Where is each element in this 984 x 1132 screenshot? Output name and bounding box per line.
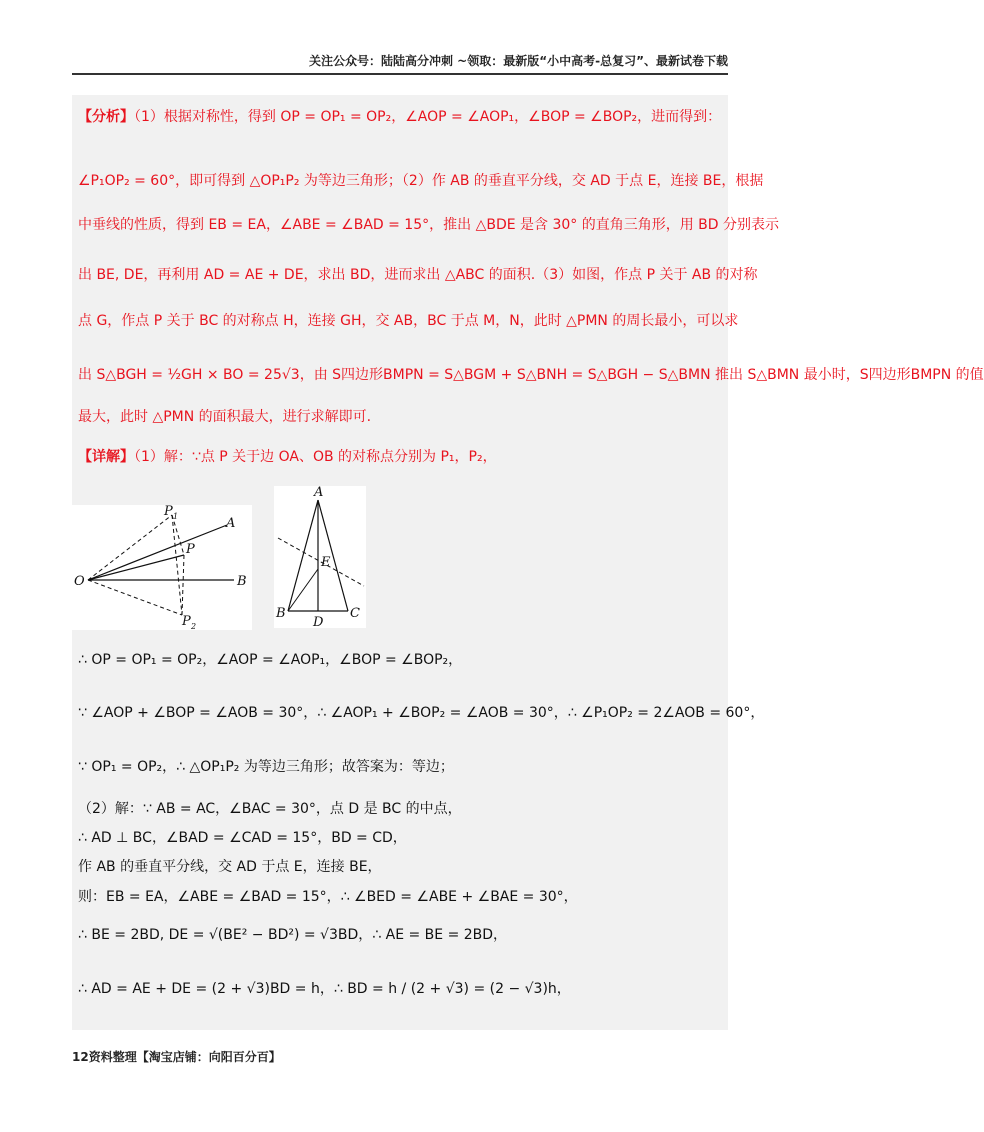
label-P1: P [164,504,173,519]
label-C: C [350,606,360,621]
content-area [72,95,984,1030]
analysis-line-3: 中垂线的性质，得到 EB = EA，∠ABE = ∠BAD = 15°，推出 △BDE 是含 30° 的直角三角形，用 BD 分别表示 [78,217,780,233]
detail-line-5: ∴ AD ⊥ BC，∠BAD = ∠CAD = 15°，BD = CD， [78,830,407,846]
detail-line-6: 作 AB 的垂直平分线，交 AD 于点 E，连接 BE， [78,859,382,875]
figure-1-background [72,505,252,630]
detail-intro-text: （1）解：∵点 P 关于边 OA、OB 的对称点分别为 P₁，P₂， [134,449,497,465]
footer-text: 资料整理【淘宝店铺：向阳百分百】 [88,1050,281,1064]
figure-1-angle-diagram [72,505,252,630]
page-number: 12 [72,1050,89,1064]
label-E: E [321,555,331,570]
detail-line-8: ∴ BE = 2BD, DE = √(BE² − BD²) = √3BD，∴ AE = BE = 2BD， [78,927,508,943]
detail-line-4: （2）解：∵ AB = AC，∠BAC = 30°，点 D 是 BC 的中点， [78,801,462,817]
label-O: O [74,574,85,589]
label-P2: P [182,614,191,629]
label-P: P [186,542,195,557]
detail-line-3: ∵ OP₁ = OP₂，∴ △OP₁P₂ 为等边三角形；故答案为：等边； [78,759,454,775]
detail-line-2: ∵ ∠AOP + ∠BOP = ∠AOB = 30°，∴ ∠AOP₁ + ∠BOP₂ = ∠AOB = 30°，∴ ∠P₁OP₂ = 2∠AOB = 60°， [78,705,765,721]
detail-line-7: 则：EB = EA，∠ABE = ∠BAD = 15°，∴ ∠BED = ∠ABE + ∠BAE = 30°， [78,889,578,905]
detail-line-9: ∴ AD = AE + DE = (2 + √3)BD = h，∴ BD = h / (2 + √3) = (2 − √3)h， [78,981,571,997]
detail-line-1: ∴ OP = OP₁ = OP₂，∠AOP = ∠AOP₁，∠BOP = ∠BOP₂， [78,652,463,668]
label-B: B [237,574,247,589]
detail-tag: 【详解】 [78,449,134,465]
label-D: D [313,615,324,630]
label-B: B [276,606,286,621]
page-footer [72,1048,281,1065]
detail-intro [78,447,722,467]
analysis-line-5: 点 G，作点 P 关于 BC 的对称点 H，连接 GH，交 AB，BC 于点 M，N，此时 △PMN 的周长最小，可以求 [78,313,739,329]
analysis-line-4: 出 BE, DE，再利用 AD = AE + DE，求出 BD，进而求出 △ABC 的面积.（3）如图，作点 P 关于 AB 的对称 [78,267,758,283]
label-P2-sub: 2 [191,622,197,631]
analysis-line-7: 最大，此时 △PMN 的面积最大，进行求解即可. [78,409,372,425]
header-text: 关注公众号：陆陆高分冲刺 ~领取：最新版“小中高考-总复习”、最新试卷下载 [309,54,728,68]
label-P1-sub: 1 [173,512,179,521]
figure-2-triangle-diagram [274,486,366,628]
analysis-tag: 【分析】 [78,109,134,125]
analysis-line-6: 出 S△BGH = ½GH × BO = 25√3，由 S四边形BMPN = S△BGM + S△BNH = S△BGH − S△BMN 推出 S△BMN 最小时，S四边形BMPN 的值 [78,367,984,383]
analysis-line-2: ∠P₁OP₂ = 60°，即可得到 △OP₁P₂ 为等边三角形；（2）作 AB 的垂直平分线，交 AD 于点 E，连接 BE，根据 [78,173,764,189]
analysis-text: （1）根据对称性，得到 OP = OP₁ = OP₂，∠AOP = ∠AOP₁，∠BOP = ∠BOP₂，进而得到： [134,109,722,125]
page-header [72,52,728,75]
analysis-line-1 [78,107,722,127]
label-A: A [226,516,236,531]
label-A: A [314,485,324,500]
